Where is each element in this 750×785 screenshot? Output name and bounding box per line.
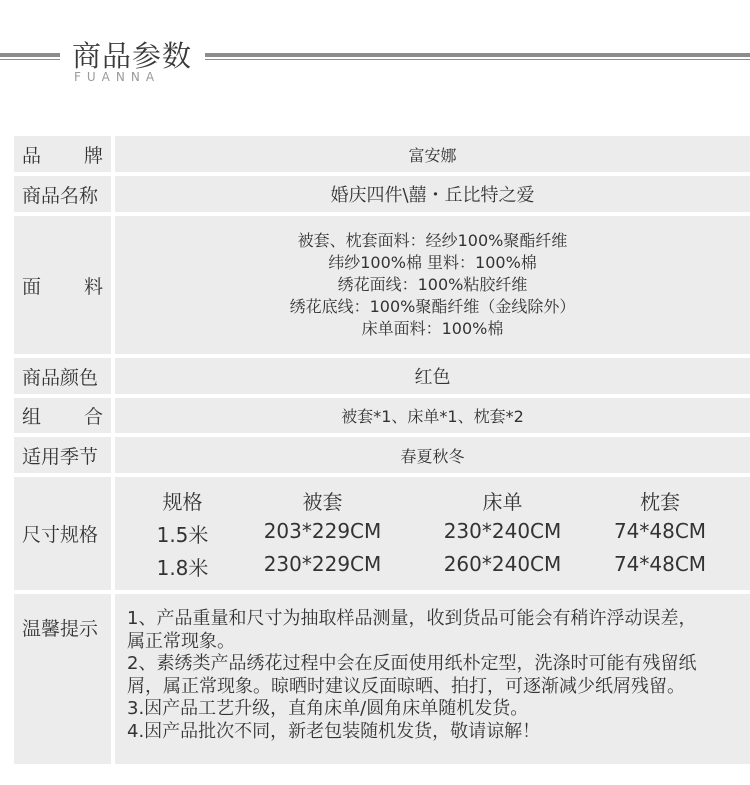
tip-line: 属正常现象。	[127, 630, 235, 652]
row-color	[14, 358, 750, 394]
tip-line: 2、素绣类产品绣花过程中会在反面使用纸朴定型，洗涤时可能有残留纸	[127, 653, 697, 674]
label-brand	[14, 136, 111, 172]
header-rule-left	[0, 53, 60, 57]
label-color: 商品颜色	[14, 358, 111, 394]
size-cell: 1.8米	[156, 556, 209, 580]
tip-line: 1、产品重量和尺寸为抽取样品测量，收到货品可能会有稍许浮动误差，	[127, 608, 697, 629]
value-set: 被套*1、床单*1、枕套*2	[115, 398, 750, 433]
row-material	[14, 216, 750, 354]
label-season: 适用季节	[14, 437, 111, 473]
row-name	[14, 176, 750, 212]
row-set	[14, 398, 750, 433]
value-season: 春夏秋冬	[115, 437, 750, 473]
material-line: 绣花面线：100%粘胶纤维	[337, 275, 528, 294]
label-material-char2: 料	[83, 275, 103, 298]
label-material-char1: 面	[22, 275, 42, 298]
size-cell: 230*240CM	[443, 519, 562, 543]
label-set-char1: 组	[22, 406, 42, 428]
size-header: 枕套	[640, 490, 680, 514]
section-header	[0, 0, 750, 100]
label-name: 商品名称	[14, 176, 111, 212]
section-title: 商品参数	[72, 39, 193, 73]
size-cell: 74*48CM	[613, 519, 707, 543]
value-size	[115, 477, 750, 590]
label-material	[14, 216, 111, 354]
header-rule-right	[205, 53, 750, 57]
value-brand: 富安娜	[115, 136, 750, 172]
material-line: 床单面料：100%棉	[361, 319, 504, 338]
value-tips	[115, 594, 750, 764]
tip-line: 4.因产品批次不同，新老包装随机发货，敬请谅解！	[127, 720, 541, 742]
size-header: 床单	[482, 490, 523, 514]
row-size	[14, 477, 750, 590]
label-set	[14, 398, 111, 433]
size-cell: 203*229CM	[263, 519, 382, 543]
label-set-char2: 合	[83, 406, 103, 428]
tip-line: 3.因产品工艺升级，直角床单/圆角床单随机发货。	[127, 698, 529, 719]
size-header: 规格	[162, 490, 203, 514]
label-size: 尺寸规格	[14, 477, 111, 590]
material-line: 被套、枕套面料：经纱100%聚酯纤维	[297, 231, 568, 250]
row-season	[14, 437, 750, 473]
row-brand	[14, 136, 750, 172]
label-tips: 温馨提示	[14, 594, 111, 764]
tip-line: 屑，属正常现象。晾晒时建议反面晾晒、拍打，可逐渐减少纸屑残留。	[127, 675, 685, 697]
value-material	[115, 216, 750, 354]
size-header: 被套	[302, 490, 343, 514]
label-brand-char2: 牌	[83, 144, 103, 167]
value-name: 婚庆四件\囍・丘比特之爱	[115, 176, 750, 212]
size-cell: 260*240CM	[443, 552, 562, 576]
size-cell: 1.5米	[156, 523, 209, 547]
section-subtitle: FUANNA	[74, 70, 161, 84]
value-color: 红色	[115, 358, 750, 394]
product-params-table	[14, 136, 750, 768]
material-line: 纬纱100%棉 里料：100%棉	[328, 253, 537, 272]
material-line: 绣花底线：100%聚酯纤维（金线除外）	[289, 297, 576, 316]
size-cell: 74*48CM	[613, 552, 707, 576]
size-cell: 230*229CM	[263, 552, 382, 576]
label-brand-char1: 品	[22, 144, 42, 167]
size-grid	[135, 486, 730, 581]
row-tips	[14, 594, 750, 764]
